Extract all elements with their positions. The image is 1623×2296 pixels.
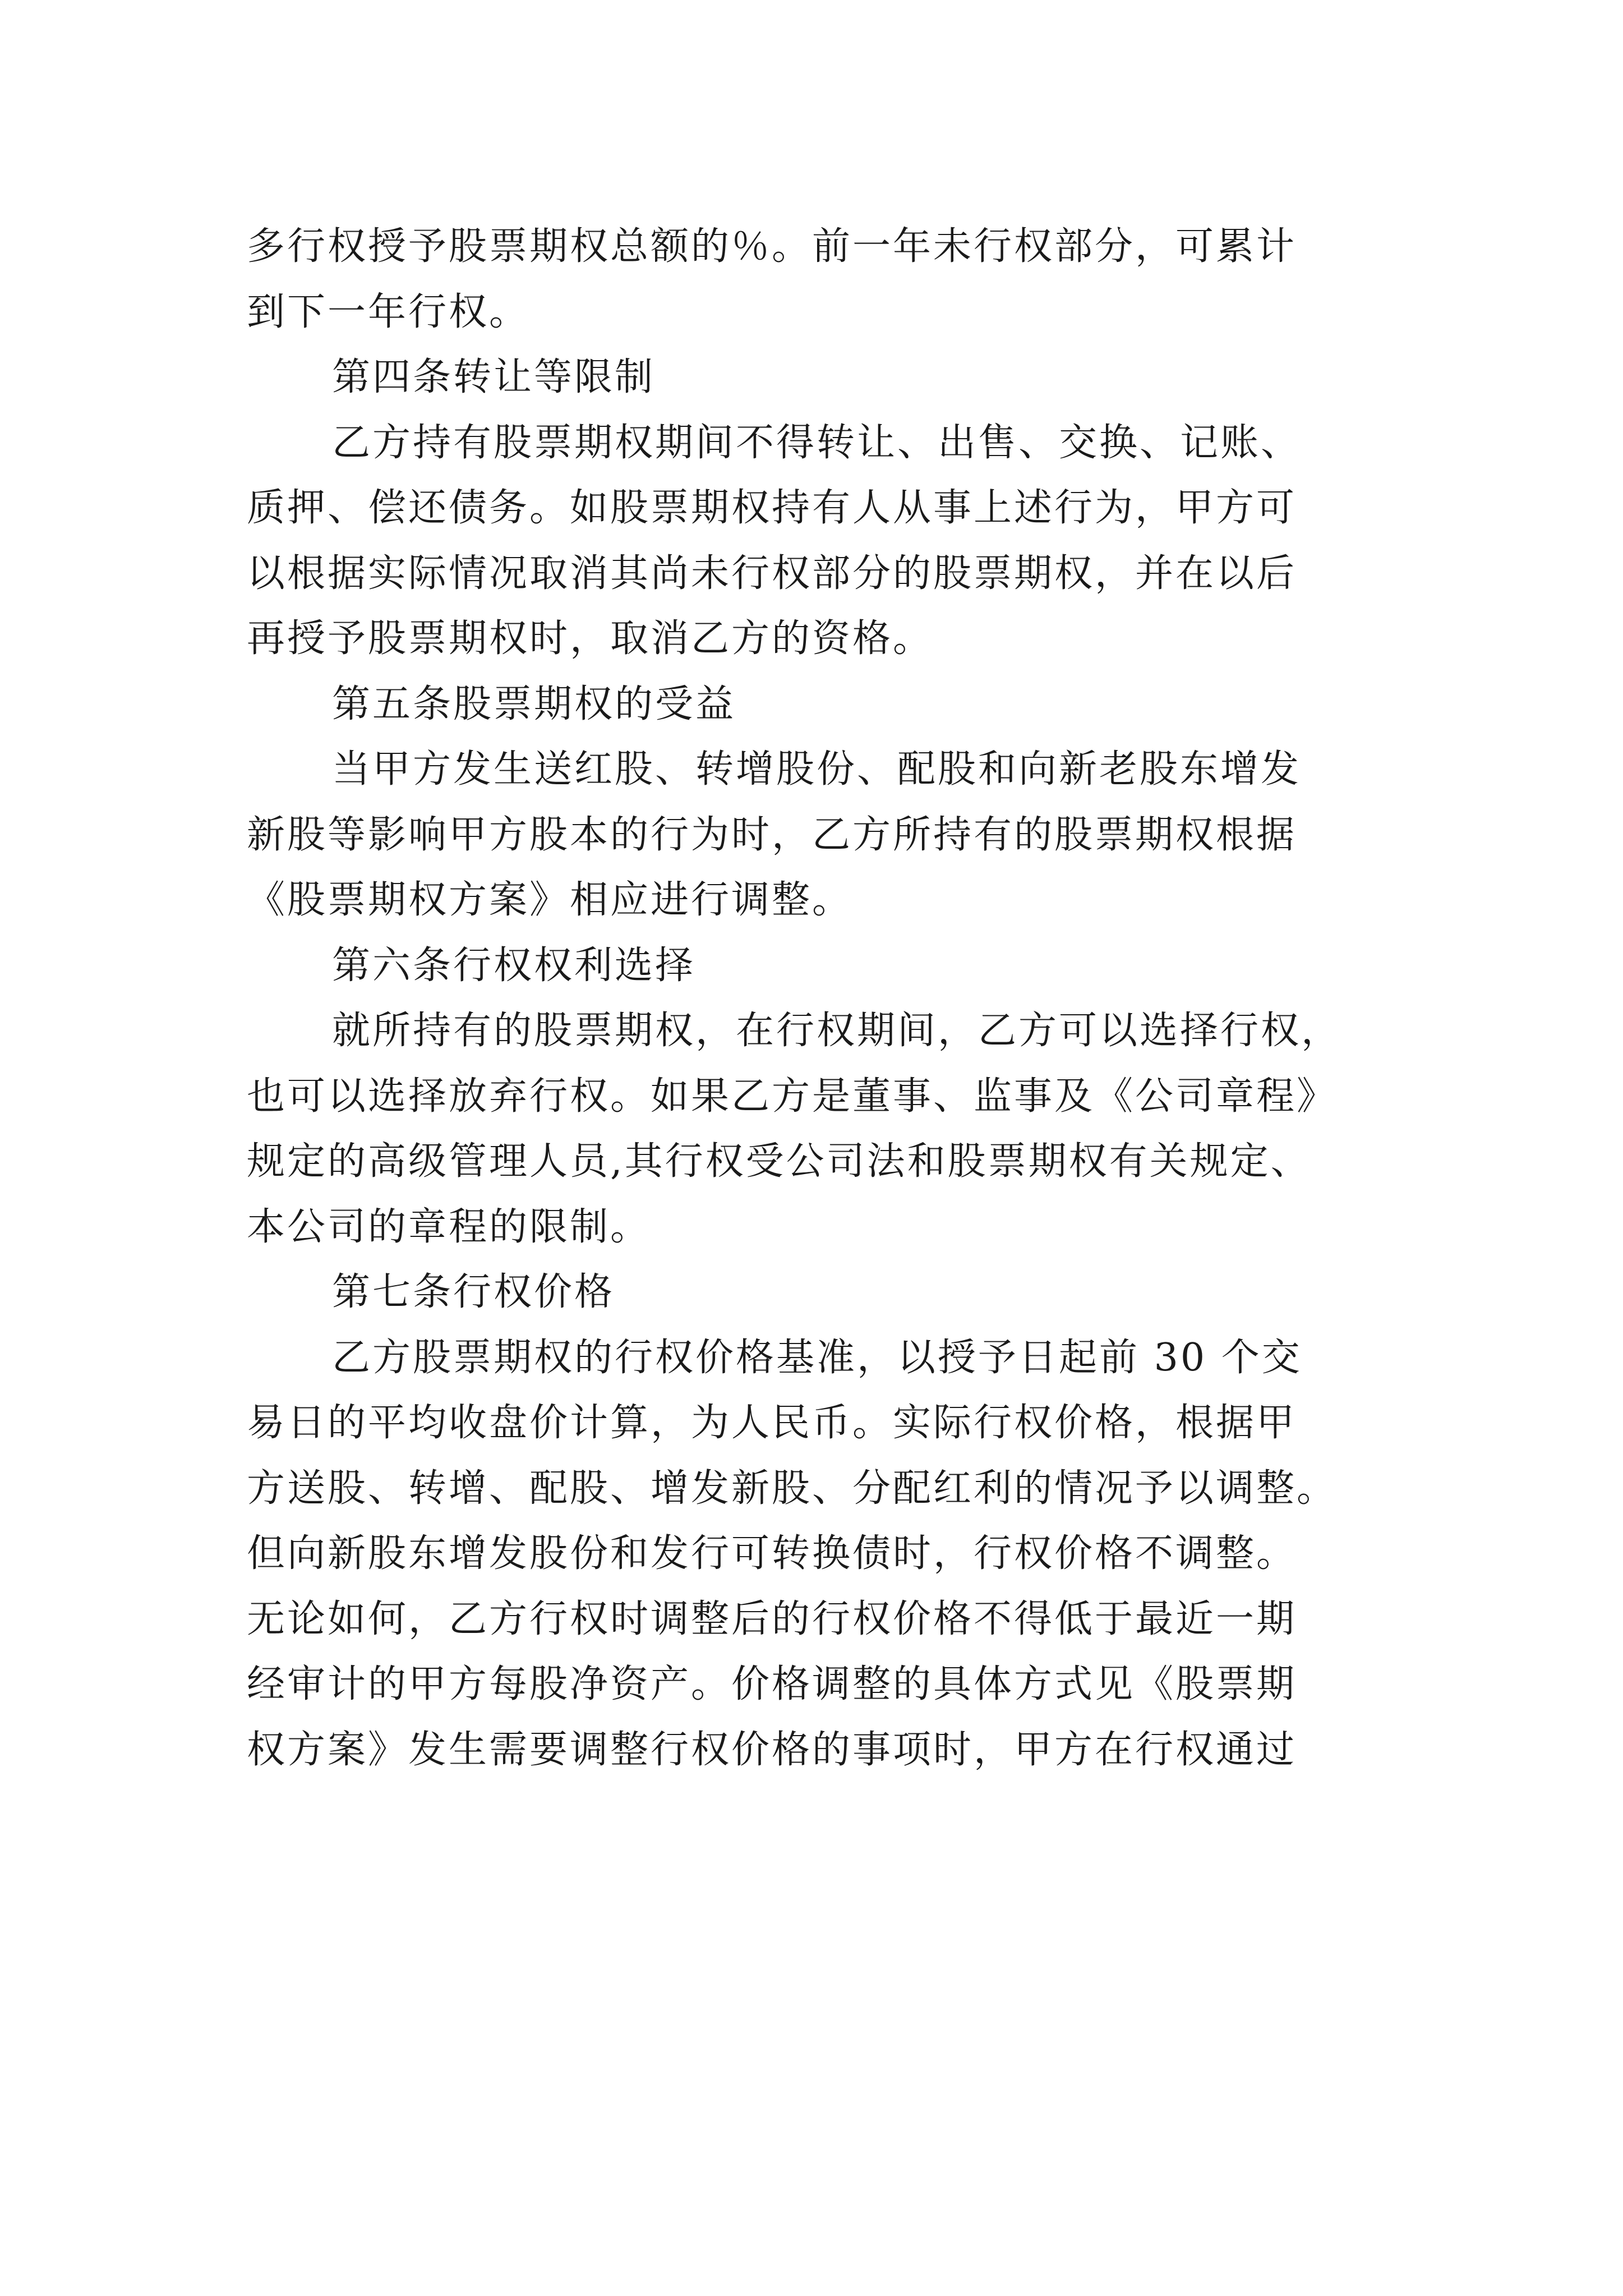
section-heading: 第七条行权价格 — [332, 1270, 615, 1314]
text-line: 易日的平均收盘价计算，为人民币。实际行权价格，根据甲 — [247, 1401, 1297, 1445]
text-line: 当甲方发生送红股、转增股份、配股和向新老股东增发 — [332, 747, 1302, 792]
text-line: 到下一年行权。 — [247, 289, 530, 334]
text-line: 以根据实际情况取消其尚未行权部分的股票期权，并在以后 — [247, 551, 1297, 596]
text-line: 权方案》发生需要调整行权价格的事项时，甲方在行权通过 — [247, 1727, 1297, 1772]
section-heading: 第四条转让等限制 — [332, 355, 656, 399]
text-line: 规定的高级管理人员,其行权受公司法和股票期权有关规定、 — [247, 1139, 1311, 1184]
text-line: 乙方股票期权的行权价格基准，以授予日起前 30 个交 — [332, 1335, 1302, 1380]
text-line: 但向新股东增发股份和发行可转换债时，行权价格不调整。 — [247, 1531, 1297, 1576]
text-line: 《股票期权方案》相应进行调整。 — [247, 878, 853, 922]
text-line: 质押、偿还债务。如股票期权持有人从事上述行为，甲方可 — [247, 486, 1297, 530]
text-line: 本公司的章程的限制。 — [247, 1204, 651, 1249]
text-line: 乙方持有股票期权期间不得转让、出售、交换、记账、 — [332, 420, 1302, 465]
text-line: 也可以选择放弃行权。如果乙方是董事、监事及《公司章程》 — [247, 1074, 1338, 1119]
text-line: 就所持有的股票期权，在行权期间，乙方可以选择行权， — [332, 1009, 1342, 1053]
section-heading: 第五条股票期权的受益 — [332, 682, 736, 726]
document-body — [247, 214, 1391, 1783]
text-line: 无论如何，乙方行权时调整后的行权价格不得低于最近一期 — [247, 1596, 1297, 1641]
text-line: 再授予股票期权时，取消乙方的资格。 — [247, 616, 934, 661]
text-line: 经审计的甲方每股净资产。价格调整的具体方式见《股票期 — [247, 1662, 1297, 1706]
section-heading: 第六条行权权利选择 — [332, 943, 696, 988]
text-line: 新股等影响甲方股本的行为时，乙方所持有的股票期权根据 — [247, 812, 1297, 857]
text-line: 多行权授予股票期权总额的％。前一年未行权部分，可累计 — [247, 224, 1297, 269]
text-line: 方送股、转增、配股、增发新股、分配红利的情况予以调整。 — [247, 1466, 1338, 1511]
